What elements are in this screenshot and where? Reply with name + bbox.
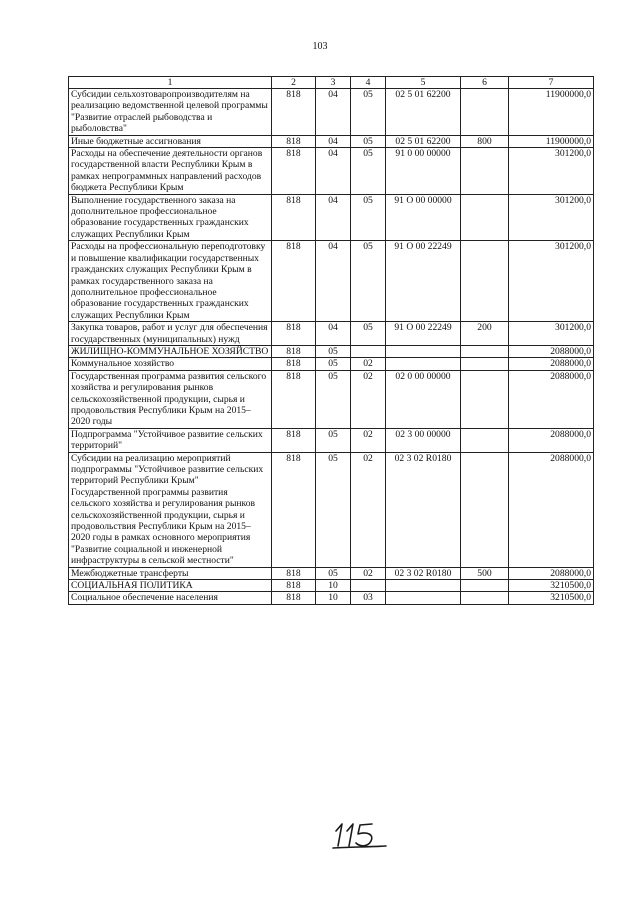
row-amount: 2088000,0 xyxy=(509,370,594,428)
row-admin-code: 818 xyxy=(272,345,316,357)
row-section: 04 xyxy=(316,241,351,322)
row-name: Субсидии на реализацию мероприятий подпрограммы "Устойчивое развитие сельских территорий Республики Крым" Государственной программы развития сельского хозяйства и регулирования рынков сельскохозяйственной продукции, сырья и продовольствия Республики Крым на 2015–2020 годы в рамках основного мероприятия "Развитие социальной и инженерной инфраструктуры в сельской местности" xyxy=(69,452,272,567)
row-amount: 11900000,0 xyxy=(509,89,594,136)
row-admin-code: 818 xyxy=(272,322,316,346)
row-expense-type xyxy=(461,148,509,195)
row-amount: 3210500,0 xyxy=(509,580,594,592)
row-amount: 2088000,0 xyxy=(509,345,594,357)
table-row xyxy=(69,370,594,428)
row-target-article: 02 3 02 R0180 xyxy=(386,567,461,579)
row-subsection: 02 xyxy=(351,428,386,452)
row-target-article: 02 5 01 62200 xyxy=(386,135,461,147)
header-col-7: 7 xyxy=(509,77,594,89)
row-admin-code: 818 xyxy=(272,567,316,579)
row-section: 04 xyxy=(316,89,351,136)
row-section: 05 xyxy=(316,370,351,428)
row-target-article xyxy=(386,358,461,370)
row-section: 05 xyxy=(316,428,351,452)
header-col-3: 3 xyxy=(316,77,351,89)
table-row xyxy=(69,148,594,195)
table-row xyxy=(69,592,594,604)
row-name: Выполнение государственного заказа на дополнительное профессиональное образование государственных гражданских служащих Республики Крым xyxy=(69,194,272,241)
table-row xyxy=(69,567,594,579)
row-section: 05 xyxy=(316,567,351,579)
header-col-5: 5 xyxy=(386,77,461,89)
row-section: 05 xyxy=(316,358,351,370)
row-subsection xyxy=(351,580,386,592)
row-target-article: 02 3 02 R0180 xyxy=(386,452,461,567)
table-row xyxy=(69,89,594,136)
table-row xyxy=(69,241,594,322)
row-section: 10 xyxy=(316,580,351,592)
row-expense-type xyxy=(461,452,509,567)
row-subsection: 02 xyxy=(351,370,386,428)
header-col-1: 1 xyxy=(69,77,272,89)
table-row xyxy=(69,358,594,370)
row-admin-code: 818 xyxy=(272,452,316,567)
row-subsection: 05 xyxy=(351,194,386,241)
table-row xyxy=(69,322,594,346)
row-amount: 2088000,0 xyxy=(509,567,594,579)
row-section: 04 xyxy=(316,322,351,346)
row-name: Подпрограмма "Устойчивое развитие сельских территорий" xyxy=(69,428,272,452)
header-col-6: 6 xyxy=(461,77,509,89)
row-expense-type xyxy=(461,241,509,322)
row-target-article: 02 5 01 62200 xyxy=(386,89,461,136)
row-subsection: 05 xyxy=(351,89,386,136)
row-target-article xyxy=(386,580,461,592)
row-subsection: 05 xyxy=(351,241,386,322)
row-amount: 301200,0 xyxy=(509,194,594,241)
row-name: Расходы на профессиональную переподготовку и повышение квалификации государственных гражданских служащих Республики Крым в рамках государственного заказа на дополнительное профессиональное образование государственных гражданских служащих Республики Крым xyxy=(69,241,272,322)
row-admin-code: 818 xyxy=(272,194,316,241)
row-section: 05 xyxy=(316,345,351,357)
row-expense-type: 800 xyxy=(461,135,509,147)
row-admin-code: 818 xyxy=(272,580,316,592)
row-section: 04 xyxy=(316,194,351,241)
row-amount: 2088000,0 xyxy=(509,452,594,567)
row-target-article xyxy=(386,345,461,357)
row-target-article: 91 О 00 22249 xyxy=(386,241,461,322)
row-name: Межбюджетные трансферты xyxy=(69,567,272,579)
handwritten-stroke xyxy=(356,824,372,846)
row-name: Закупка товаров, работ и услуг для обеспечения государственных (муниципальных) нужд xyxy=(69,322,272,346)
row-section: 10 xyxy=(316,592,351,604)
row-subsection: 02 xyxy=(351,452,386,567)
row-name: Социальное обеспечение населения xyxy=(69,592,272,604)
table-row xyxy=(69,580,594,592)
row-name: Субсидии сельхозтоваропроизводителям на реализацию ведомственной целевой программы "Развитие отраслей рыбоводства и рыболовства" xyxy=(69,89,272,136)
row-amount: 301200,0 xyxy=(509,322,594,346)
row-expense-type xyxy=(461,428,509,452)
row-admin-code: 818 xyxy=(272,358,316,370)
header-col-4: 4 xyxy=(351,77,386,89)
row-section: 04 xyxy=(316,135,351,147)
row-subsection: 05 xyxy=(351,135,386,147)
row-name: Иные бюджетные ассигнования xyxy=(69,135,272,147)
table-row xyxy=(69,428,594,452)
row-name: Коммунальное хозяйство xyxy=(69,358,272,370)
row-subsection: 02 xyxy=(351,567,386,579)
row-admin-code: 818 xyxy=(272,148,316,195)
row-expense-type xyxy=(461,580,509,592)
row-target-article: 02 0 00 00000 xyxy=(386,370,461,428)
row-subsection: 05 xyxy=(351,148,386,195)
table-row xyxy=(69,135,594,147)
table-row xyxy=(69,345,594,357)
row-expense-type xyxy=(461,194,509,241)
row-admin-code: 818 xyxy=(272,592,316,604)
table-row xyxy=(69,194,594,241)
row-admin-code: 818 xyxy=(272,241,316,322)
row-admin-code: 818 xyxy=(272,428,316,452)
row-target-article: 02 3 00 00000 xyxy=(386,428,461,452)
page-number: 103 xyxy=(312,41,328,52)
row-name: ЖИЛИЩНО-КОММУНАЛЬНОЕ ХОЗЯЙСТВО xyxy=(69,345,272,357)
row-section: 04 xyxy=(316,148,351,195)
row-name: СОЦИАЛЬНАЯ ПОЛИТИКА xyxy=(69,580,272,592)
row-amount: 2088000,0 xyxy=(509,428,594,452)
budget-table xyxy=(68,76,594,605)
row-expense-type: 200 xyxy=(461,322,509,346)
row-target-article: 91 О 00 00000 xyxy=(386,194,461,241)
row-section: 05 xyxy=(316,452,351,567)
row-admin-code: 818 xyxy=(272,135,316,147)
row-target-article: 91 0 00 00000 xyxy=(386,148,461,195)
row-name: Расходы на обеспечение деятельности органов государственной власти Республики Крым в рамках непрограммных направлений расходов бюджета Республики Крым xyxy=(69,148,272,195)
row-target-article xyxy=(386,592,461,604)
row-expense-type xyxy=(461,592,509,604)
row-name: Государственная программа развития сельского хозяйства и регулирования рынков сельскохозяйственной продукции, сырья и продовольствия Республики Крым на 2015–2020 годы xyxy=(69,370,272,428)
row-expense-type xyxy=(461,89,509,136)
row-expense-type: 500 xyxy=(461,567,509,579)
row-admin-code: 818 xyxy=(272,370,316,428)
handwritten-number xyxy=(330,820,390,850)
row-expense-type xyxy=(461,358,509,370)
row-expense-type xyxy=(461,345,509,357)
handwritten-stroke xyxy=(333,846,386,848)
header-row xyxy=(69,77,594,89)
row-amount: 301200,0 xyxy=(509,241,594,322)
table-row xyxy=(69,452,594,567)
row-subsection: 02 xyxy=(351,358,386,370)
row-expense-type xyxy=(461,370,509,428)
header-col-2: 2 xyxy=(272,77,316,89)
row-admin-code: 818 xyxy=(272,89,316,136)
handwritten-stroke xyxy=(347,824,353,846)
row-subsection: 03 xyxy=(351,592,386,604)
row-amount: 11900000,0 xyxy=(509,135,594,147)
row-target-article: 91 О 00 22249 xyxy=(386,322,461,346)
row-amount: 2088000,0 xyxy=(509,358,594,370)
row-subsection xyxy=(351,345,386,357)
row-amount: 3210500,0 xyxy=(509,592,594,604)
row-amount: 301200,0 xyxy=(509,148,594,195)
row-subsection: 05 xyxy=(351,322,386,346)
handwritten-stroke xyxy=(336,824,342,846)
